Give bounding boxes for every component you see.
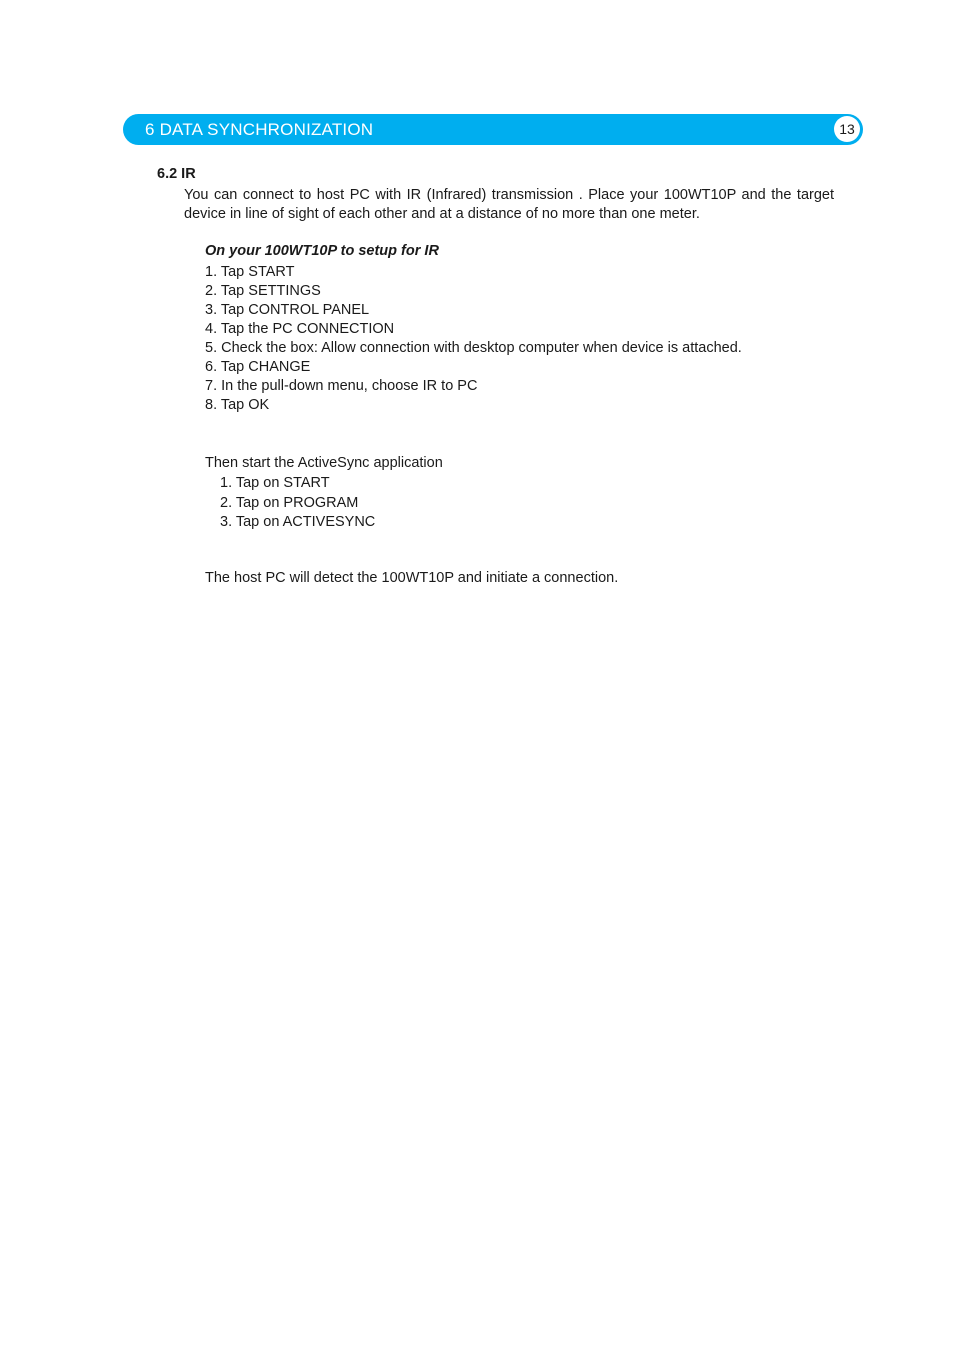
list-item: 1. Tap START — [205, 264, 295, 280]
list-item: 5. Check the box: Allow connection with desktop computer when device is attached. — [205, 340, 742, 356]
setup-steps-list — [205, 263, 742, 415]
list-item: 2. Tap SETTINGS — [205, 283, 321, 299]
intro-paragraph: You can connect to host PC with IR (Infrared) transmission . Place your 100WT10P and the target device in line of sight of each other and at a distance of no more than one meter. — [184, 187, 834, 222]
list-item: 2. Tap on PROGRAM — [220, 494, 359, 511]
list-item: 4. Tap the PC CONNECTION — [205, 321, 395, 337]
list-item: 6. Tap CHANGE — [205, 359, 311, 375]
list-item: 3. Tap CONTROL PANEL — [205, 302, 370, 318]
list-item: 1. Tap on START — [220, 475, 330, 491]
setup-heading: On your 100WT10P to setup for IR — [205, 243, 439, 259]
page-number-badge: 13 — [834, 116, 860, 142]
list-item: 7. In the pull-down menu, choose IR to PC — [205, 378, 478, 394]
closing-paragraph: The host PC will detect the 100WT10P and initiate a connection. — [205, 570, 619, 586]
activesync-steps-list — [220, 474, 375, 533]
activesync-intro: Then start the ActiveSync application — [205, 455, 443, 471]
list-item: 3. Tap on ACTIVESYNC — [220, 514, 376, 530]
subsection-heading: 6.2 IR — [157, 166, 196, 182]
section-banner — [123, 114, 863, 145]
section-title: 6 DATA SYNCHRONIZATION — [145, 120, 374, 139]
list-item: 8. Tap OK — [205, 397, 270, 413]
